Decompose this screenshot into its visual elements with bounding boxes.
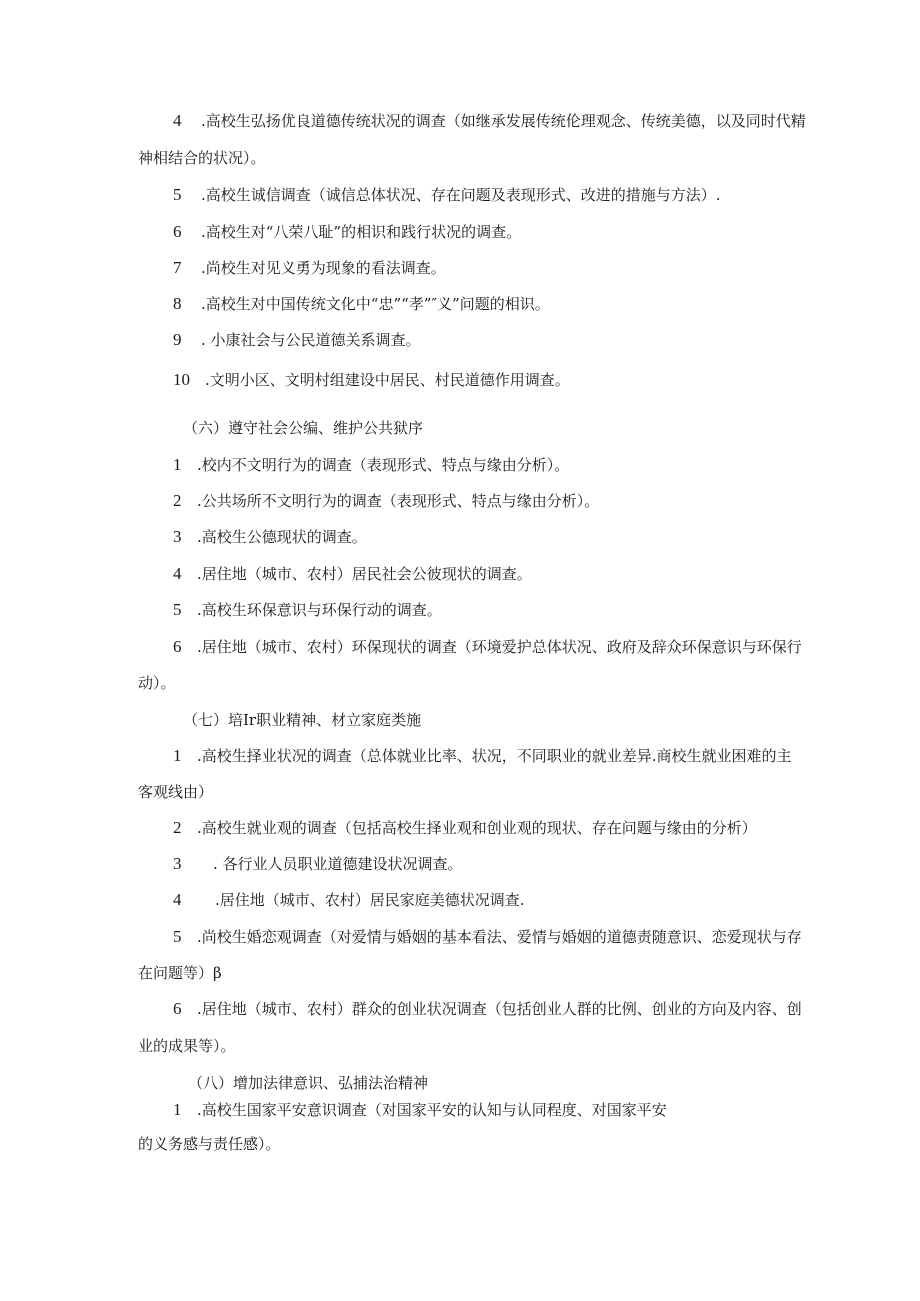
item-text: .高校生择业状况的调查（总体就业比率、状况，不同职业的就业差异.商校生就业困难的主 [197, 747, 792, 765]
item-number: 6 [173, 637, 182, 656]
item-number: 4 [173, 890, 182, 909]
item-number: 10 [173, 370, 190, 389]
list-item-continuation [138, 148, 266, 168]
item-number: 2 [173, 818, 182, 837]
item-text: .居住地（城市、农村）居民家庭美德状况调查. [215, 891, 525, 909]
item-number: 8 [173, 294, 182, 313]
item-text: 动）。 [138, 674, 176, 692]
item-text: 客观线由） [138, 783, 214, 801]
item-text: .尚校生婚恋观调查（对爱情与婚姻的基本看法、爱情与婚姻的道德责随意识、恋爱现状与存 [197, 928, 802, 946]
list-item [173, 491, 599, 511]
list-item-continuation [138, 673, 176, 693]
list-item [173, 294, 550, 314]
item-number: 6 [173, 222, 182, 241]
list-item-continuation [138, 963, 222, 983]
item-number: 4 [173, 111, 182, 130]
list-item [173, 600, 442, 620]
item-number: 5 [173, 927, 182, 946]
list-item [173, 999, 802, 1019]
list-item-continuation [138, 782, 213, 802]
list-item [173, 258, 446, 278]
list-item [173, 818, 757, 838]
item-number: 1 [173, 455, 182, 474]
list-item [173, 185, 721, 205]
list-item [173, 527, 367, 547]
list-item [173, 854, 463, 874]
section-heading-text: （六）遵守社会公编、维护公共狱序 [183, 419, 424, 437]
item-text: .公共场所不文明行为的调查（表现形式、特点与缘由分析）。 [197, 492, 600, 510]
list-item [173, 330, 421, 350]
section-heading-text: （七）培Ir职业精神、材立家庭类施 [183, 711, 422, 729]
list-item [173, 746, 792, 766]
item-text: .高校生诚信调查（诚信总体状况、存在问题及表现形式、改进的措施与方法）. [201, 186, 721, 204]
item-number: 3 [173, 527, 182, 546]
list-item [173, 222, 521, 242]
item-number: 5 [173, 185, 182, 204]
item-text: 业的成果等）。 [138, 1037, 236, 1055]
item-text: .高校生公德现状的调查。 [197, 528, 367, 546]
item-number: 5 [173, 600, 182, 619]
list-item [173, 1100, 667, 1120]
section-heading [188, 1073, 428, 1093]
item-text: .居住地（城市、农村）群众的创业状况调查（包括创业人群的比例、创业的方向及内容、创 [197, 1000, 802, 1018]
list-item [173, 370, 570, 390]
section-heading-text: （八）增加法律意识、弘捕法治精神 [188, 1074, 429, 1092]
item-text: .高校生弘扬优良道德传统状况的调查（如继承发展传统伦理观念、传统美德，以及同时代精 [201, 112, 806, 130]
item-text: . 各行业人员职业道德建设状况调查。 [213, 855, 463, 873]
item-text: .高校生就业观的调查（包括高校生择业观和创业观的现状、存在问题与缘由的分析） [197, 819, 757, 837]
item-text: 在问题等）β [138, 964, 222, 982]
item-text: .高校生国家平安意识调查（对国家平安的认知与认同程度、对国家平安 [197, 1101, 667, 1119]
list-item-continuation [138, 1134, 281, 1154]
item-number: 1 [173, 1100, 182, 1119]
item-number: 4 [173, 564, 182, 583]
list-item [173, 564, 532, 584]
item-text: .高校生对“八荣八耻”的相识和践行状况的调查。 [201, 223, 522, 241]
list-item [173, 637, 802, 657]
section-heading [183, 710, 421, 730]
item-text: .高校生对中国传统文化中“忠”“孝”″义”问题的相识。 [201, 295, 550, 313]
item-number: 3 [173, 854, 182, 873]
list-item-continuation [138, 1036, 236, 1056]
item-number: 1 [173, 746, 182, 765]
item-number: 7 [173, 258, 182, 277]
item-number: 2 [173, 491, 182, 510]
list-item [173, 455, 569, 475]
item-text: .居住地（城市、农村）居民社会公彼现状的调查。 [197, 565, 532, 583]
item-text: . 小康社会与公民道德关系调查。 [201, 331, 421, 349]
item-number: 9 [173, 330, 182, 349]
item-text: .高校生环保意识与环保行动的调查。 [197, 601, 442, 619]
list-item [173, 890, 525, 910]
item-text: .居住地（城市、农村）环保现状的调查（环境爱护总体状况、政府及辞众环保意识与环保行 [197, 638, 802, 656]
item-text: .文明小区、文明村组建设中居民、村民道德作用调查。 [205, 371, 570, 389]
item-text: .尚校生对见义勇为现象的看法调查。 [201, 259, 446, 277]
section-heading [183, 418, 423, 438]
item-text: 神相结合的状况）。 [138, 149, 266, 167]
item-text: .校内不文明行为的调查（表现形式、特点与缘由分析）。 [197, 456, 570, 474]
list-item [173, 927, 802, 947]
item-text: 的义务感与责任感）。 [138, 1135, 281, 1153]
item-number: 6 [173, 999, 182, 1018]
list-item [173, 111, 806, 131]
